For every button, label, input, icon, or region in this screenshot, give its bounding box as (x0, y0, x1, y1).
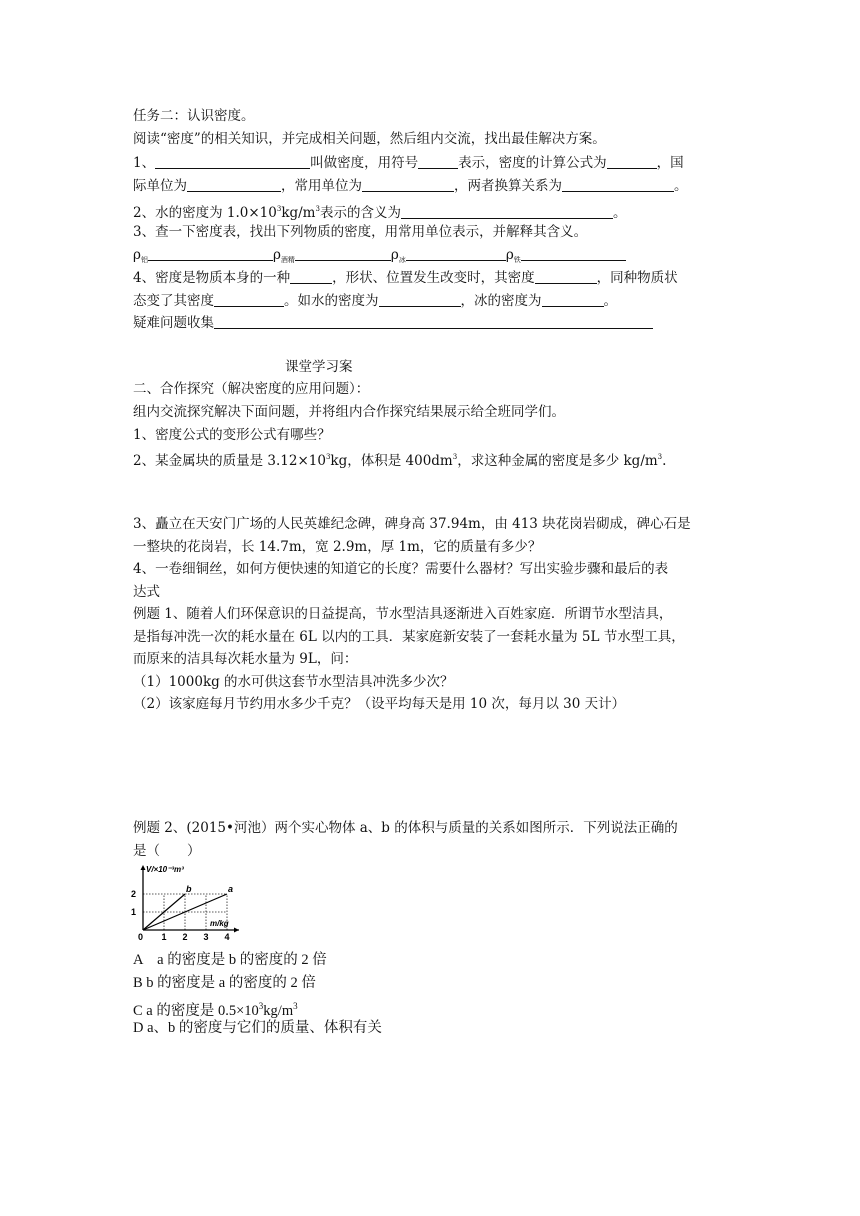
example-1-line3: 而原来的洁具每次耗水量为 9L，问： (133, 651, 358, 667)
task2-rho-line: $\rho_铝$ $\rho_{酒精}$ $\rho_冰$ $\rho_铁$ (133, 245, 626, 270)
example-1-q1: （1）1000kg 的水可供这套节水型洁具冲洗多少次？ (133, 674, 454, 690)
x-tick-label: 0 (138, 932, 144, 942)
task2-q3: 3、查一下密度表，找出下列物质的密度，用常用单位表示，并解释其含义。 (133, 224, 588, 240)
example-1-line2: 是指每冲洗一次的耗水量在 6L 以内的工具．某家庭新安装了一套耗水量为 5L 节水型工具， (133, 629, 685, 645)
x-tick-label: 1 (161, 932, 167, 942)
x-axis-label: m/kg (210, 919, 229, 928)
task2-q4-line2: 态变了其密度 。如水的密度为 ，冰的密度为 。 (133, 293, 617, 309)
option-a[interactable]: A a 的密度是 b 的密度的 2 倍 (133, 952, 327, 968)
x-tick-label: 3 (203, 932, 209, 942)
task2-title: 任务二：认识密度。 (133, 108, 255, 124)
task2-q1-line2: 际单位为 ，常用单位为 ，两者换算关系为 。 (133, 178, 688, 194)
y-tick-label: 1 (131, 907, 137, 917)
problem-4-line1: 4、一卷细铜丝，如何方便快速的知道它的长度？需要什么器材？写出实验步骤和最后的表 (133, 561, 669, 577)
problem-3-line1: 3、矗立在天安门广场的人民英雄纪念碑，碑身高 37.94m，由 413 块花岗岩砌成，碑心石是 (133, 516, 691, 532)
option-d[interactable]: D a、b 的密度与它们的质量、体积有关 (133, 1020, 382, 1036)
volume-mass-chart (128, 863, 248, 947)
problem-3-line2: 一整块的花岗岩，长 14.7m，宽 2.9m，厚 1m，它的质量有多少？ (133, 539, 542, 555)
x-tick-label: 2 (182, 932, 188, 942)
task2-intro: 阅读“密度”的相关知识，并完成相关问题，然后组内交流，找出最佳解决方案。 (133, 131, 606, 147)
problem-4-line2: 达式 (133, 584, 160, 600)
problem-1: 1、密度公式的变形公式有哪些？ (133, 427, 331, 443)
task2-q4-line1: 4、密度是物质本身的一种 ，形状、位置发生改变时，其密度 ，同种物质状 (133, 270, 678, 286)
classroom-intro: 组内交流探究解决下面问题，并将组内合作探究结果展示给全班同学们。 (133, 404, 565, 420)
y-tick-label: 2 (131, 889, 137, 899)
task2-q1-line1: 1、 叫做密度，用符号 表示，密度的计算公式为 ，国 (133, 155, 684, 171)
y-axis-arrow (141, 865, 146, 870)
classroom-section: 二、合作探究（解决密度的应用问题）： (133, 381, 370, 397)
y-axis-label: V/×10⁻³m³ (146, 865, 184, 874)
task2-q2: 2、水的密度为 $1.0\times 10^3kg/m^3$表示的含义为 。 (133, 205, 627, 221)
example-2-line2: 是（ ） (133, 843, 201, 859)
example-1-q2: （2）该家庭每月节约用水多少千克？（设平均每天是用 10 次，每月以 30 天计） (133, 696, 626, 712)
example-2-line1: 例题 2、(2015•河池）两个实心物体 a、b 的体积与质量的关系如图所示．下列说法正确的 (133, 820, 678, 836)
example-1-line1: 例题 1、随着人们环保意识的日益提高，节水型洁具逐渐进入百姓家庭．所谓节水型洁具， (133, 606, 673, 622)
task2-collect: 疑难问题收集 (133, 313, 653, 333)
x-tick-label: 4 (224, 932, 230, 942)
series-label-b: b (186, 884, 192, 894)
option-c[interactable]: C a 的密度是 $0.5\times 10^3kg/m^3$ (133, 1001, 298, 1019)
x-axis-arrow (234, 928, 239, 933)
problem-2: 2、某金属块的质量是 $3.12\times 10^3kg$，体积是 $400dm^3$，求这种金属的密度是多少 $kg/m^3$. (133, 453, 667, 469)
series-label-a: a (228, 884, 234, 894)
option-b[interactable]: B b 的密度是 a 的密度的 2 倍 (133, 975, 316, 991)
classroom-heading: 课堂学习案 (285, 359, 353, 375)
